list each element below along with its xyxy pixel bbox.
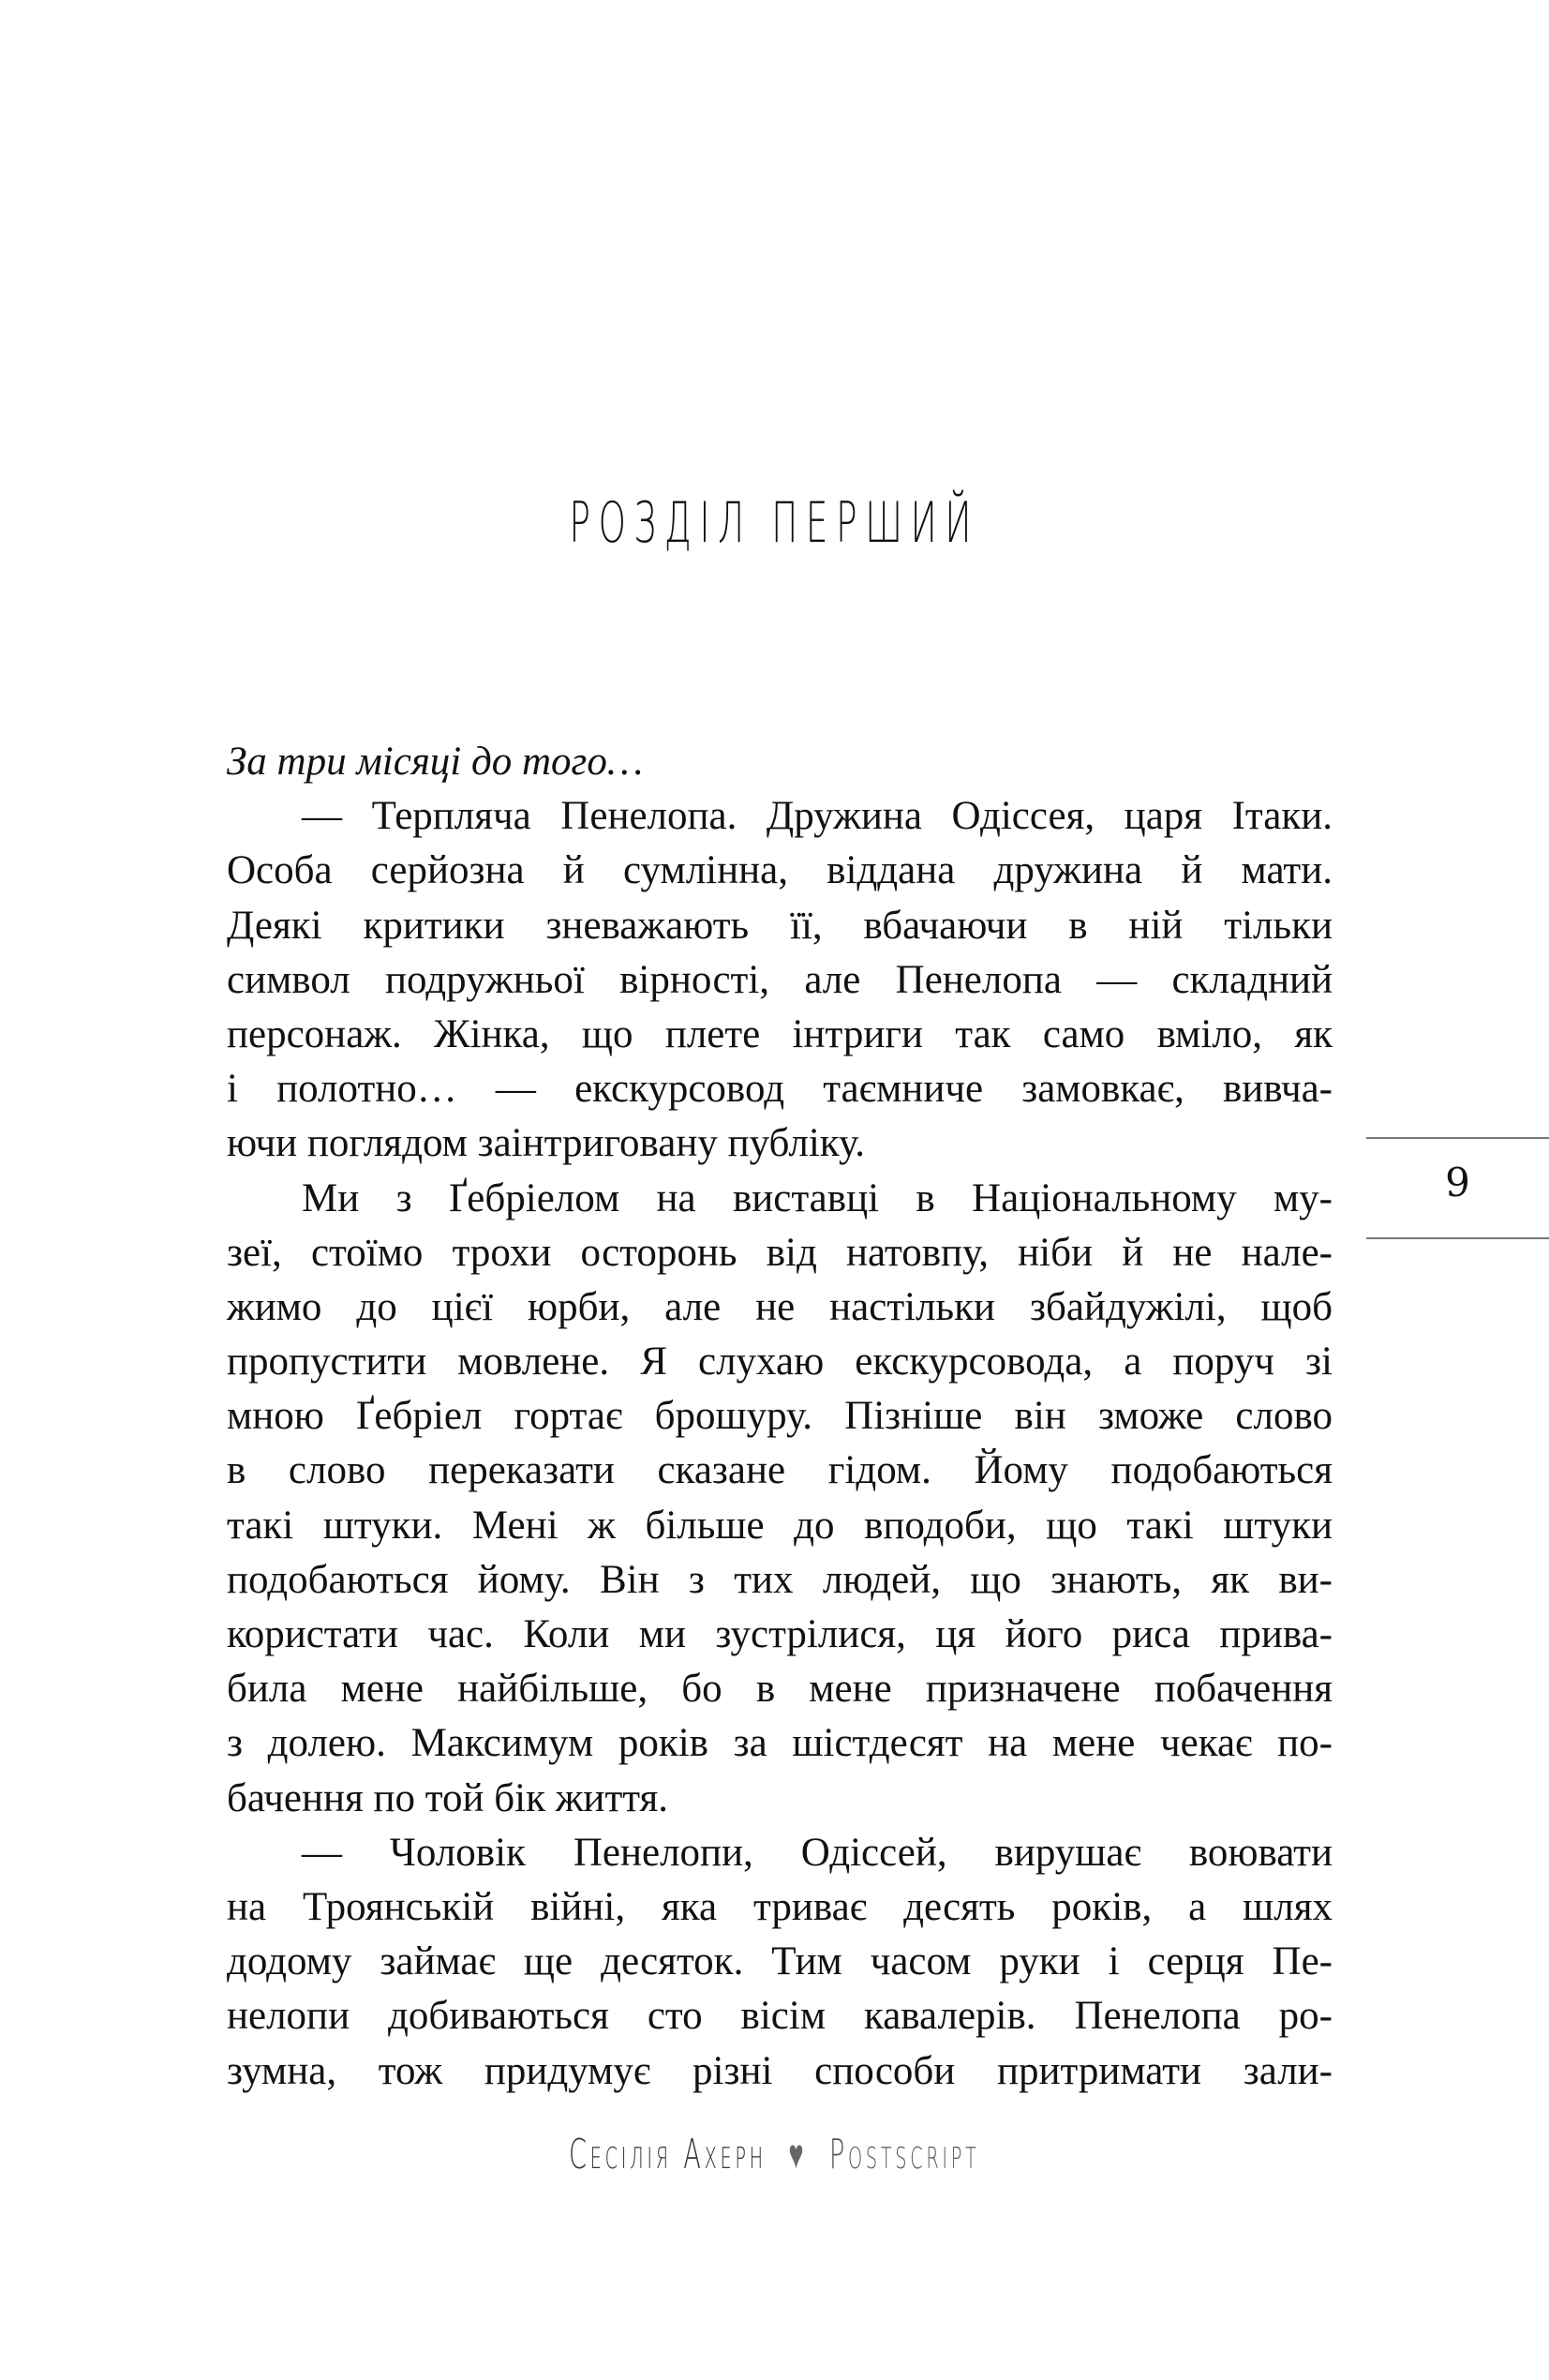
- running-footer: [294, 2131, 1255, 2178]
- text-line: користати час. Коли ми зустрілися, ця його риса прива-: [227, 1612, 1333, 1656]
- text-line: персонаж. Жінка, що плете інтриги так само вміло, як: [227, 1011, 1333, 1056]
- text-line: нелопи добиваються сто вісім кавалерів. Пенелопа ро-: [227, 1994, 1333, 2039]
- text-line: — Чоловік Пенелопи, Одіссей, вирушає воювати: [302, 1830, 1333, 1875]
- text-line: бачення по той бік життя.: [227, 1775, 668, 1820]
- text-line: жимо до цієї юрби, але не настільки збайдужілі, щоб: [227, 1284, 1333, 1329]
- text-line: пропустити мовлене. Я слухаю екскурсовода, а поруч зі: [227, 1340, 1333, 1385]
- page-number: 9: [1445, 1160, 1470, 1205]
- text-line: подобаються йому. Він з тих людей, що знають, як ви-: [227, 1557, 1333, 1602]
- heart-icon: ♥: [788, 2131, 808, 2178]
- text-line: на Троянській війні, яка триває десять років, а шлях: [227, 1884, 1333, 1929]
- text-line: мною Ґебріел гортає брошуру. Пізніше він зможе слово: [227, 1394, 1333, 1439]
- text-line: зумна, тож придумує різні способи притримати зали-: [227, 2048, 1333, 2093]
- text-line: в слово переказати сказане гідом. Йому подобаються: [227, 1448, 1333, 1493]
- text-line: з долею. Максимум років за шістдесят на мене чекає по-: [227, 1721, 1333, 1766]
- text-line: Ми з Ґебріелом на виставці в Національному му-: [302, 1175, 1333, 1220]
- page-number-tab: [1366, 1137, 1549, 1239]
- footer-author: Сесілія Ахерн: [569, 2131, 767, 2178]
- text-line: Деякі критики зневажають її, вбачаючи в ній тільки: [227, 903, 1333, 948]
- footer-book-title: Postscript: [828, 2131, 980, 2178]
- text-line-epigraph: За три місяці до того…: [227, 740, 644, 784]
- chapter-title: РОЗДІЛ ПЕРШИЙ: [569, 490, 980, 556]
- text-line: зеї, стоїмо трохи осторонь від натовпу, ніби й не нале-: [227, 1230, 1333, 1275]
- text-line: — Терпляча Пенелопа. Дружина Одіссея, царя Ітаки.: [302, 794, 1333, 839]
- text-line: додому займає ще десяток. Тим часом руки і серця Пе-: [227, 1939, 1333, 1984]
- text-line: символ подружньої вірності, але Пенелопа — складний: [227, 957, 1333, 1002]
- text-line: Особа серйозна й сумлінна, віддана дружина й мати.: [227, 848, 1333, 893]
- text-line: такі штуки. Мені ж більше до вподоби, що такі штуки: [227, 1503, 1333, 1548]
- text-line: била мене найбільше, бо в мене призначене побачення: [227, 1667, 1333, 1712]
- body-text: [227, 735, 1333, 2099]
- text-line: і полотно… — екскурсовод таємниче замовкає, вивча-: [227, 1067, 1333, 1112]
- text-line: ючи поглядом заінтриговану публіку.: [227, 1121, 865, 1166]
